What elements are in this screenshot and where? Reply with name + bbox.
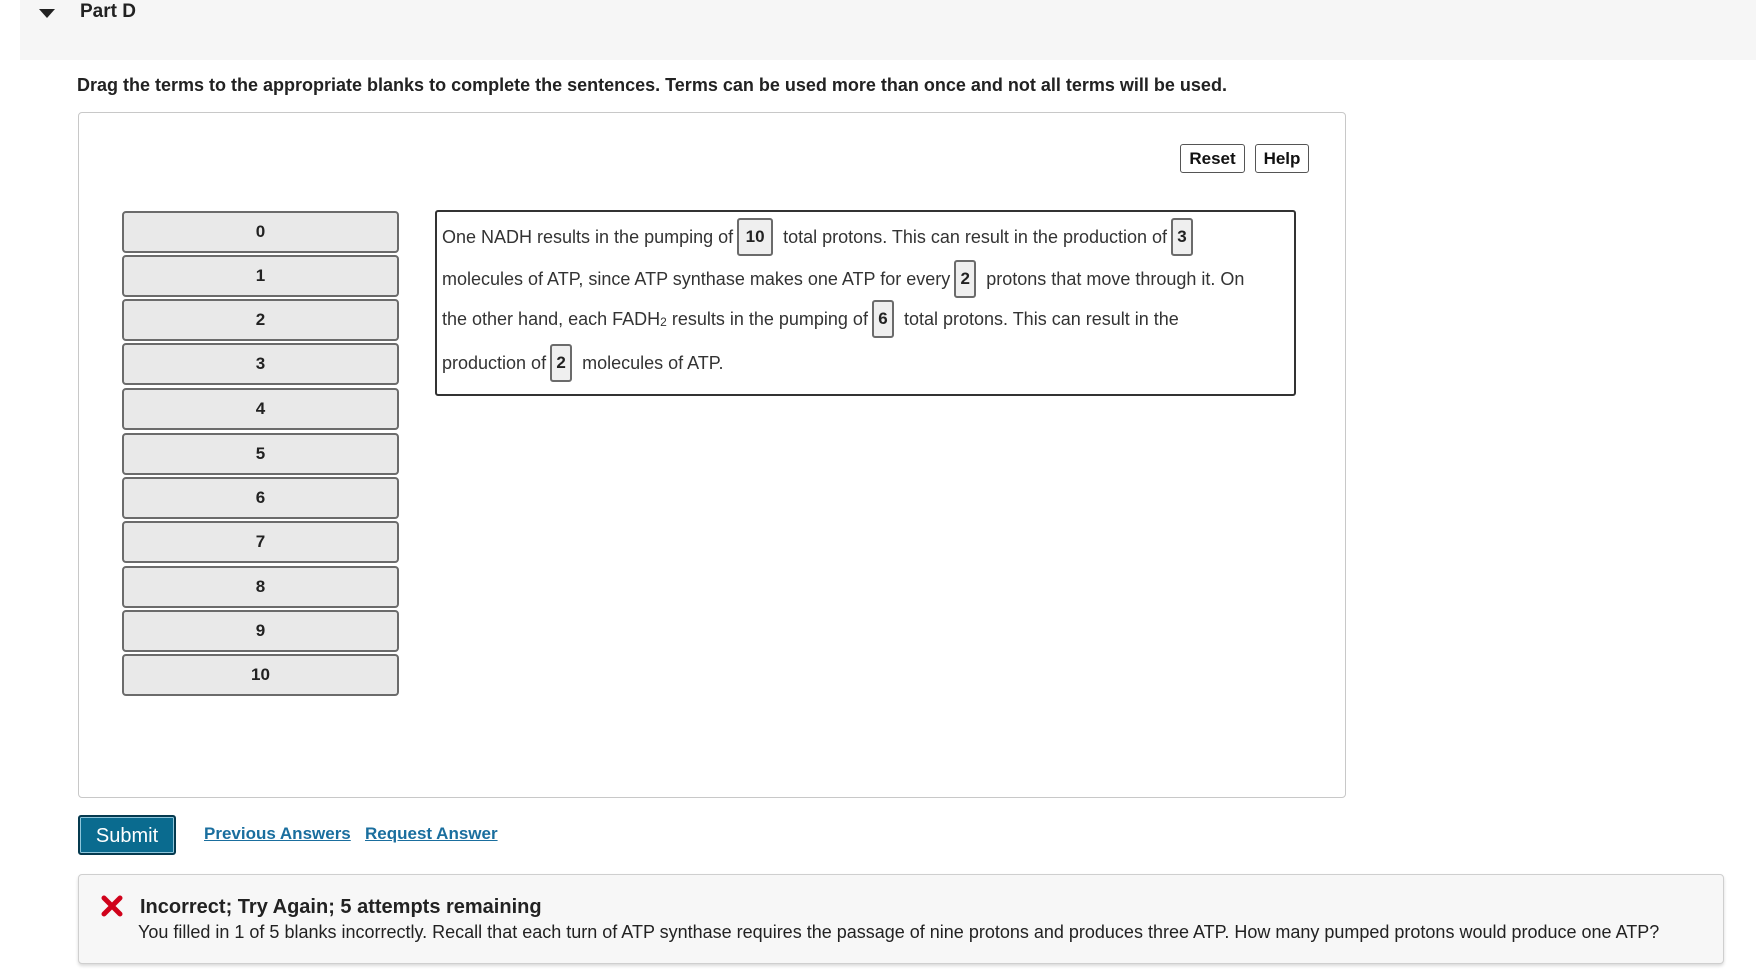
term-9[interactable]: 9 xyxy=(122,610,399,652)
feedback-title: Incorrect; Try Again; 5 attempts remaining xyxy=(140,896,542,918)
previous-answers-link[interactable]: Previous Answers xyxy=(204,824,351,843)
collapse-caret-icon[interactable] xyxy=(39,9,55,18)
part-title: Part D xyxy=(80,1,136,22)
blank-3[interactable]: 2 xyxy=(954,260,976,298)
term-3[interactable]: 3 xyxy=(122,343,399,385)
term-7[interactable]: 7 xyxy=(122,521,399,563)
sentence-text: molecules of ATP, since ATP synthase makes one ATP for every xyxy=(442,268,951,289)
sentence-text: total protons. This can result in the xyxy=(903,308,1179,329)
sentence-text: results in the pumping of xyxy=(671,308,868,329)
sentence-text: the other hand, each FADH xyxy=(442,308,661,329)
sentence-text: One NADH results in the pumping of xyxy=(442,226,734,247)
sentence-box xyxy=(435,210,1296,396)
term-6[interactable]: 6 xyxy=(122,477,399,519)
term-0[interactable]: 0 xyxy=(122,211,399,253)
sentence-text: molecules of ATP. xyxy=(582,352,724,373)
reset-button[interactable]: Reset xyxy=(1180,144,1245,173)
sentence-line-4 xyxy=(442,342,724,384)
subscript: 2 xyxy=(660,315,667,329)
submit-button[interactable]: Submit xyxy=(78,815,176,855)
help-button[interactable]: Help xyxy=(1255,144,1309,173)
sentence-text: production of xyxy=(442,352,547,373)
blank-5[interactable]: 2 xyxy=(550,344,572,382)
feedback-panel xyxy=(78,874,1724,964)
term-2[interactable]: 2 xyxy=(122,299,399,341)
incorrect-x-icon xyxy=(99,893,125,919)
sentence-text: protons that move through it. On xyxy=(986,268,1245,289)
term-8[interactable]: 8 xyxy=(122,566,399,608)
sentence-text: total protons. This can result in the production of xyxy=(783,226,1168,247)
part-header[interactable] xyxy=(20,0,1756,60)
instructions: Drag the terms to the appropriate blanks to complete the sentences. Terms can be used more than once and not all terms will be used. xyxy=(77,75,1227,95)
sentence-line-2 xyxy=(442,258,1244,300)
term-1[interactable]: 1 xyxy=(122,255,399,297)
sentence-line-3 xyxy=(442,298,1179,340)
request-answer-link[interactable]: Request Answer xyxy=(365,824,498,843)
drag-drop-workspace xyxy=(78,112,1346,798)
blank-4[interactable]: 6 xyxy=(872,300,894,338)
term-4[interactable]: 4 xyxy=(122,388,399,430)
term-5[interactable]: 5 xyxy=(122,433,399,475)
feedback-message: You filled in 1 of 5 blanks incorrectly. Recall that each turn of ATP synthase requires the passage of nine protons and produces three ATP. How many pumped protons would produce one ATP? xyxy=(138,922,1660,942)
sentence-line-1 xyxy=(442,216,1197,258)
blank-2[interactable]: 3 xyxy=(1171,218,1193,256)
term-10[interactable]: 10 xyxy=(122,654,399,696)
blank-1[interactable]: 10 xyxy=(737,218,773,256)
